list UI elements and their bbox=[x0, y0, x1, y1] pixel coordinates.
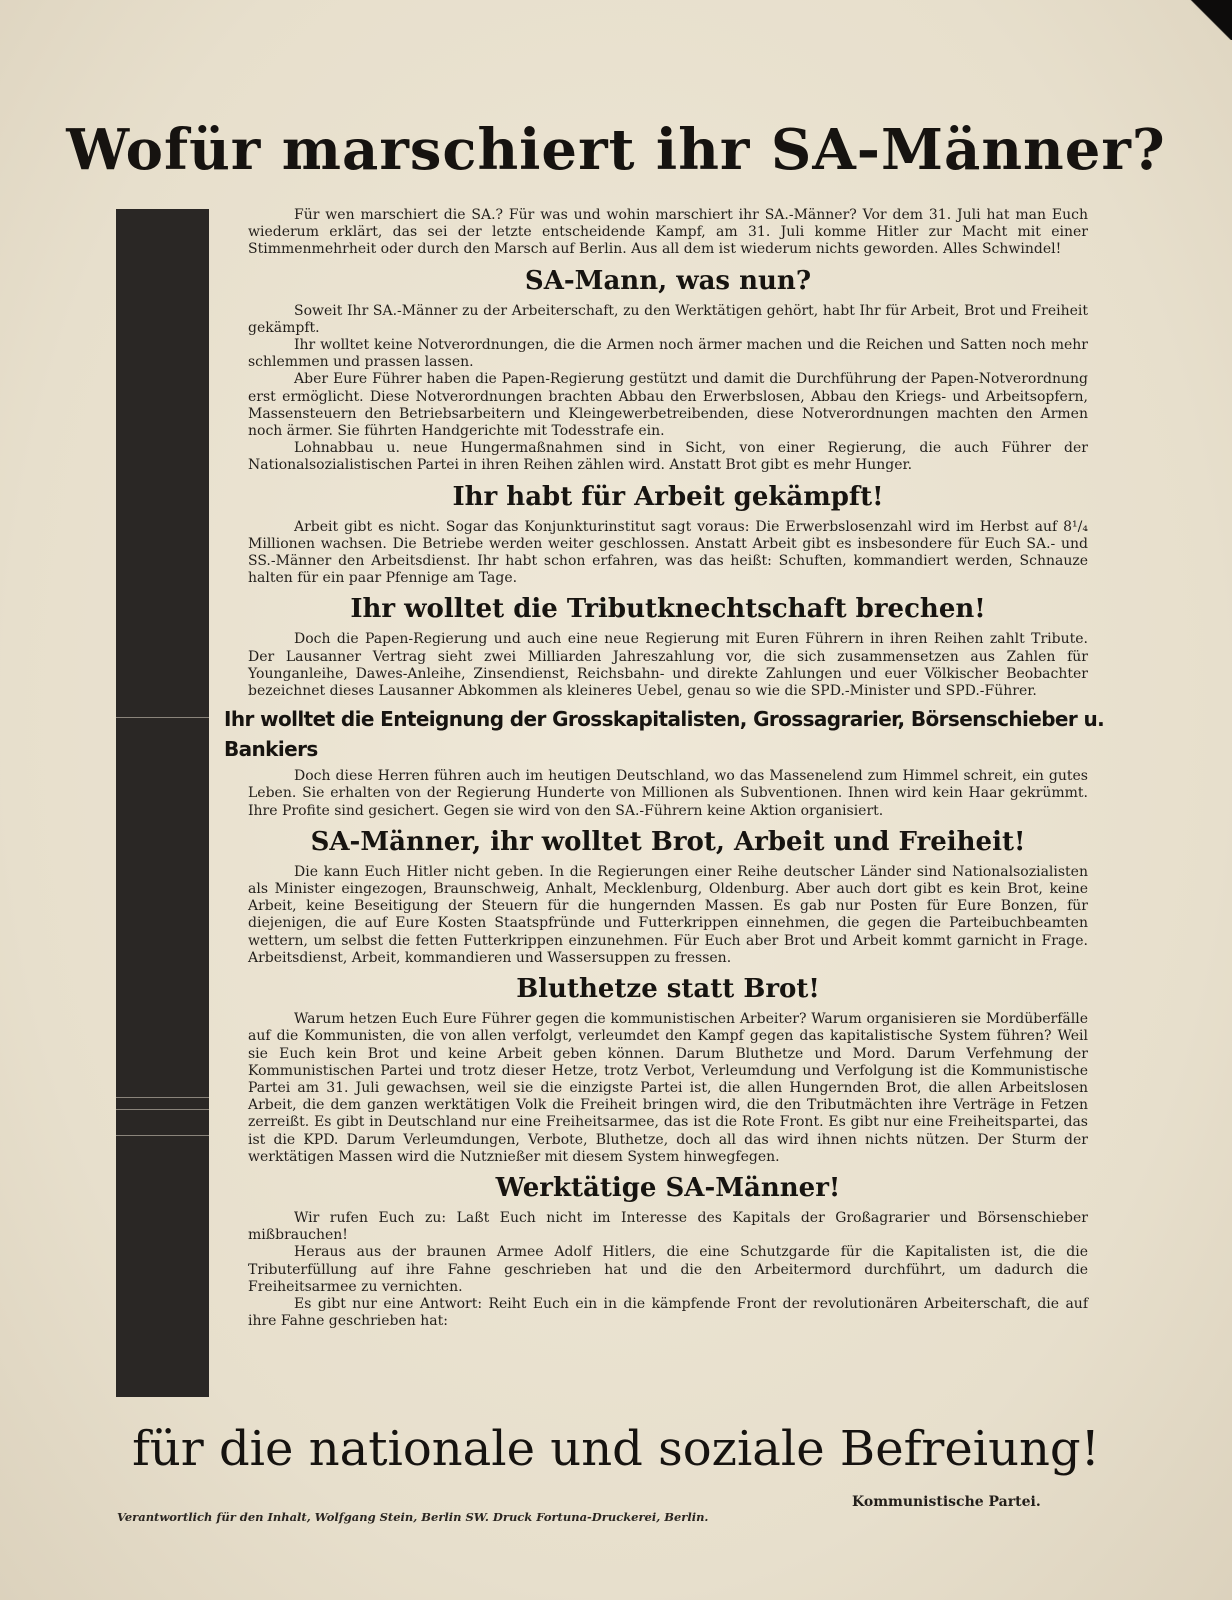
torn-corner bbox=[1188, 0, 1232, 40]
decorative-black-bar bbox=[116, 209, 209, 1397]
bar-crease bbox=[116, 1109, 209, 1110]
bar-crease bbox=[116, 1097, 209, 1098]
paragraph: Lohnabbau u. neue Hungermaßnahmen sind in Sicht, von einer Regierung, die auch Führer der Nationalsozialistischen Partei in ihren Reihen zählen wird. Anstatt Brot gibt es mehr Hunger. bbox=[248, 440, 1088, 474]
party-signature: Kommunistische Partei. bbox=[852, 1494, 1041, 1510]
section-heading: Ihr habt für Arbeit gekämpft! bbox=[452, 481, 884, 512]
poster-title: Wofür marschiert ihr SA-Männer? bbox=[66, 117, 1166, 183]
section-heading: Werktätige SA-Männer! bbox=[495, 1172, 841, 1203]
bar-crease bbox=[116, 717, 209, 718]
article-column bbox=[224, 207, 1105, 1330]
section-heading: Ihr wolltet die Enteignung der Grosskapitalisten, Grossagrarier, Börsenschieber u. Bankiers bbox=[224, 707, 1105, 762]
paragraph: Doch die Papen-Regierung und auch eine neue Regierung mit Euren Führern in ihren Reihen zahlt Tribute. Der Lausanner Vertrag sieht zwei Milliarden Jahreszahlung vor, die sich zusammensetzen aus Zahlen für Younganleihe, Dawes-Anleihe, Zinsendienst, Reichsbahn- und direkte Zahlungen und euer Völkischer Beobachter bezeichnet dieses Lausanner Abkommen als kleineres Uebel, genau so wie die SPD.-Minister und SPD.-Führer. bbox=[248, 631, 1088, 700]
section-heading: SA-Mann, was nun? bbox=[524, 265, 812, 296]
imprint-line: Verantwortlich für den Inhalt, Wolfgang Stein, Berlin SW. Druck Fortuna-Druckerei, Berlin. bbox=[117, 1510, 709, 1524]
paragraph: Doch diese Herren führen auch im heutigen Deutschland, wo das Massenelend zum Himmel schreit, ein gutes Leben. Sie erhalten von der Regierung Hunderte von Millionen als Subventionen. Ihnen wird kein Haar gekrümmt. Ihre Profite sind gesichert. Gegen sie wird von den SA.-Führern keine Aktion organisiert. bbox=[248, 768, 1088, 819]
paragraph: Aber Eure Führer haben die Papen-Regierung gestützt und damit die Durchführung der Papen-Notverordnung erst ermöglicht. Diese Notverordnungen brachten Abbau den Erwerbslosen, Abbau den Kriegs- und Arbeitsopfern, Massensteuern den Betriebsarbeitern und Kleingewerbetreibenden, diese Notverordnungen machten den Armen noch ärmer. Sie führten Handgerichte mit Todesstrafe ein. bbox=[248, 371, 1088, 440]
bar-crease bbox=[116, 1135, 209, 1136]
paragraph: Warum hetzen Euch Eure Führer gegen die kommunistischen Arbeiter? Warum organisieren sie Mordüberfälle auf die Kommunisten, die von allen verfolgt, verleumdet den Kampf gegen das kapitalistische System führen? Weil sie Euch kein Brot und keine Arbeit geben können. Darum Bluthetze und Mord. Darum Verfehmung der Kommunistischen Partei und trotz dieser Hetze, trotz Verbot, Verleumdung und Verfolgung ist die Kommunistische Partei am 31. Juli gewachsen, weil sie die einzigste Partei ist, die allen Hungernden Brot, die allen Arbeitslosen Arbeit, die dem ganzen werktätigen Volk die Freiheit bringen wird, die den Tributmächten ihre Verträge in Fetzen zerreißt. Es gibt in Deutschland nur eine Freiheitsarmee, das ist die Rote Front. Es gibt nur eine Freiheitspartei, das ist die KPD. Darum Verleumdungen, Verbote, Bluthetze, doch all das wird ihnen nichts nützen. Der Sturm der werktätigen Massen wird die Nutznießer mit diesem System hinwegfegen. bbox=[248, 1011, 1088, 1165]
paragraph: Soweit Ihr SA.-Männer zu der Arbeiterschaft, zu den Werktätigen gehört, habt Ihr für Arbeit, Brot und Freiheit gekämpft. bbox=[248, 302, 1088, 336]
paragraph: Heraus aus der braunen Armee Adolf Hitlers, die eine Schutzgarde für die Kapitalisten ist, die die Tributerfüllung auf ihre Fahne geschrieben hat und die den Arbeitermord durchführt, um dadurch die Freiheitsarmee zu vernichten. bbox=[248, 1244, 1088, 1295]
section-heading: Ihr wolltet die Tributknechtschaft brechen! bbox=[350, 594, 986, 625]
paragraph: Wir rufen Euch zu: Laßt Euch nicht im Interesse des Kapitals der Großagrarier und Börsenschieber mißbrauchen! bbox=[248, 1209, 1088, 1244]
paragraph: Es gibt nur eine Antwort: Reiht Euch ein in die kämpfende Front der revolutionären Arbeiterschaft, die auf ihre Fahne geschrieben hat: bbox=[248, 1295, 1088, 1330]
paragraph: Ihr wolltet keine Notverordnungen, die die Armen noch ärmer machen und die Reichen und Satten noch mehr schlemmen und prassen lassen. bbox=[248, 337, 1088, 371]
paragraph: Die kann Euch Hitler nicht geben. In die Regierungen einer Reihe deutscher Länder sind Nationalsozialisten als Minister eingezogen, Braunschweig, Anhalt, Mecklenburg, Oldenburg. Aber auch dort gibt es kein Brot, keine Arbeit, keine Beseitigung der Steuern für die hungernden Massen. Es gab nur Posten für Eure Bonzen, für diejenigen, die auf Eure Kosten Staatspfründe und Futterkrippen einnehmen, die gegen die Parteibuchbeamten wettern, um selbst die fetten Futterkrippen einzunehmen. Für Euch aber Brot und Arbeit kommt garnicht in Frage. Arbeitsdienst, Arbeit, kommandieren und Wassersuppen zu fressen. bbox=[248, 863, 1088, 966]
paragraph: Arbeit gibt es nicht. Sogar das Konjunkturinstitut sagt voraus: Die Erwerbslosenzahl wird im Herbst auf 8¹/₄ Millionen wachsen. Die Betriebe werden weiter geschlossen. Anstatt Arbeit gibt es insbesondere für Euch SA.- und SS.-Männer den Arbeitsdienst. Ihr habt schon erfahren, was das heißt: Schuften, kommandiert werden, Schnauze halten für ein paar Pfennige am Tage. bbox=[248, 518, 1088, 587]
section-heading: SA-Männer, ihr wolltet Brot, Arbeit und Freiheit! bbox=[310, 826, 1026, 857]
slogan: für die nationale und soziale Befreiung! bbox=[132, 1421, 1100, 1477]
section-heading: Bluthetze statt Brot! bbox=[516, 974, 820, 1005]
paragraph: Für wen marschiert die SA.? Für was und wohin marschiert ihr SA.-Männer? Vor dem 31. Juli hat man Euch wiederum erklärt, das sei der letzte entscheidende Kampf, am 31. Juli komme Hitler zur Macht mit einer Stimmenmehrheit oder durch den Marsch auf Berlin. Aus all dem ist wiederum nichts geworden. Alles Schwindel! bbox=[248, 207, 1088, 258]
